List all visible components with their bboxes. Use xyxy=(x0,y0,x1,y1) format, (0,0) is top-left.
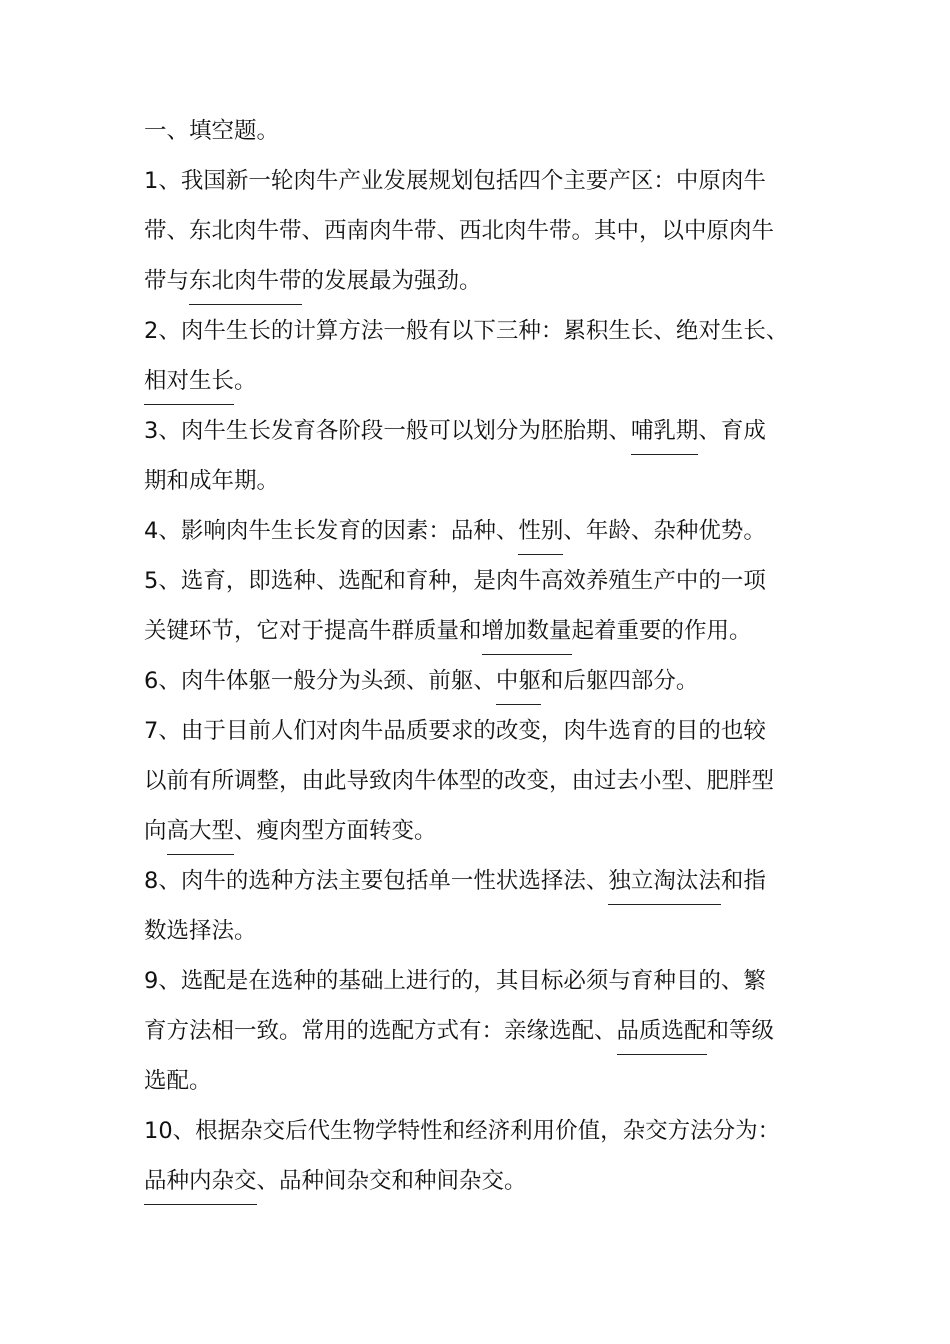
question-text: 育方法相一致。常用的选配方式有：亲缘选配、 xyxy=(144,1018,617,1044)
question-text: 关键环节，它对于提高牛群质量和 xyxy=(144,618,482,644)
answer-blank: 独立淘汰法 xyxy=(608,868,721,894)
question-2-line-1 xyxy=(144,306,810,356)
answer-blank: 哺乳期 xyxy=(630,418,699,444)
question-text: 8、肉牛的选种方法主要包括单一性状选择法、 xyxy=(144,868,609,894)
question-9-line-1 xyxy=(144,956,810,1006)
answer-blank: 品种内杂交 xyxy=(144,1168,257,1194)
question-text: 5、选育，即选种、选配和育种，是肉牛高效养殖生产中的一项 xyxy=(144,568,766,594)
answer-blank: 增加数量 xyxy=(481,618,572,644)
question-6-line-1 xyxy=(144,656,810,706)
question-5-line-2 xyxy=(144,606,810,656)
question-text: 带与 xyxy=(144,268,190,294)
question-9-line-2 xyxy=(144,1006,810,1056)
question-text: 数选择法。 xyxy=(144,918,257,944)
question-7-line-2 xyxy=(144,756,810,806)
question-1-line-3 xyxy=(144,256,810,306)
question-text: 7、由于目前人们对肉牛品质要求的改变，肉牛选育的目的也较 xyxy=(144,718,766,744)
answer-blank: 中躯 xyxy=(495,668,541,694)
question-text: 期和成年期。 xyxy=(144,468,280,494)
answer-blank: 高大型 xyxy=(166,818,235,844)
question-text: 1、我国新一轮肉牛产业发展规划包括四个主要产区：中原肉牛 xyxy=(144,168,766,194)
answer-blank: 性别 xyxy=(518,518,564,544)
question-text: 10、根据杂交后代生物学特性和经济利用价值，杂交方法分为： xyxy=(144,1118,781,1144)
question-text: 以前有所调整，由此导致肉牛体型的改变，由过去小型、肥胖型 xyxy=(144,768,775,794)
question-10-line-1 xyxy=(144,1106,810,1156)
answer-blank: 品质选配 xyxy=(616,1018,707,1044)
question-8-line-1 xyxy=(144,856,810,906)
question-text: 带、东北肉牛带、西南肉牛带、西北肉牛带。其中，以中原肉牛 xyxy=(144,218,775,244)
question-text: 、瘦肉型方面转变。 xyxy=(234,818,437,844)
section-heading xyxy=(144,106,810,156)
question-4-line-1 xyxy=(144,506,810,556)
question-text: 、年龄、杂种优势。 xyxy=(563,518,766,544)
question-text: 和后躯四部分。 xyxy=(540,668,699,694)
question-text: 2、肉牛生长的计算方法一般有以下三种：累积生长、绝对生长、 xyxy=(144,318,789,344)
question-text: 9、选配是在选种的基础上进行的，其目标必须与育种目的、繁 xyxy=(144,968,766,994)
question-text: 和指 xyxy=(720,868,766,894)
question-text: 向 xyxy=(144,818,167,844)
question-1-line-1 xyxy=(144,156,810,206)
question-1-line-2 xyxy=(144,206,810,256)
question-2-line-2 xyxy=(144,356,810,406)
question-7-line-3 xyxy=(144,806,810,856)
question-3-line-1 xyxy=(144,406,810,456)
worksheet-page xyxy=(144,106,810,1206)
question-text: 选配。 xyxy=(144,1068,212,1094)
question-10-line-2 xyxy=(144,1156,810,1206)
question-text: 和等级 xyxy=(706,1018,775,1044)
answer-blank: 相对生长 xyxy=(144,368,235,394)
question-text: 、育成 xyxy=(698,418,766,444)
question-text: 起着重要的作用。 xyxy=(571,618,752,644)
question-text: 。 xyxy=(234,368,257,394)
section-heading-text: 一、填空题。 xyxy=(144,118,280,144)
question-text: 6、肉牛体躯一般分为头颈、前躯、 xyxy=(144,668,496,694)
question-text: 、品种间杂交和种间杂交。 xyxy=(256,1168,527,1194)
answer-blank: 东北肉牛带 xyxy=(189,268,302,294)
question-text: 3、肉牛生长发育各阶段一般可以划分为胚胎期、 xyxy=(144,418,631,444)
question-8-line-2 xyxy=(144,906,810,956)
question-5-line-1 xyxy=(144,556,810,606)
question-7-line-1 xyxy=(144,706,810,756)
question-text: 4、影响肉牛生长发育的因素：品种、 xyxy=(144,518,519,544)
question-text: 的发展最为强劲。 xyxy=(301,268,482,294)
question-9-line-3 xyxy=(144,1056,810,1106)
question-3-line-2 xyxy=(144,456,810,506)
